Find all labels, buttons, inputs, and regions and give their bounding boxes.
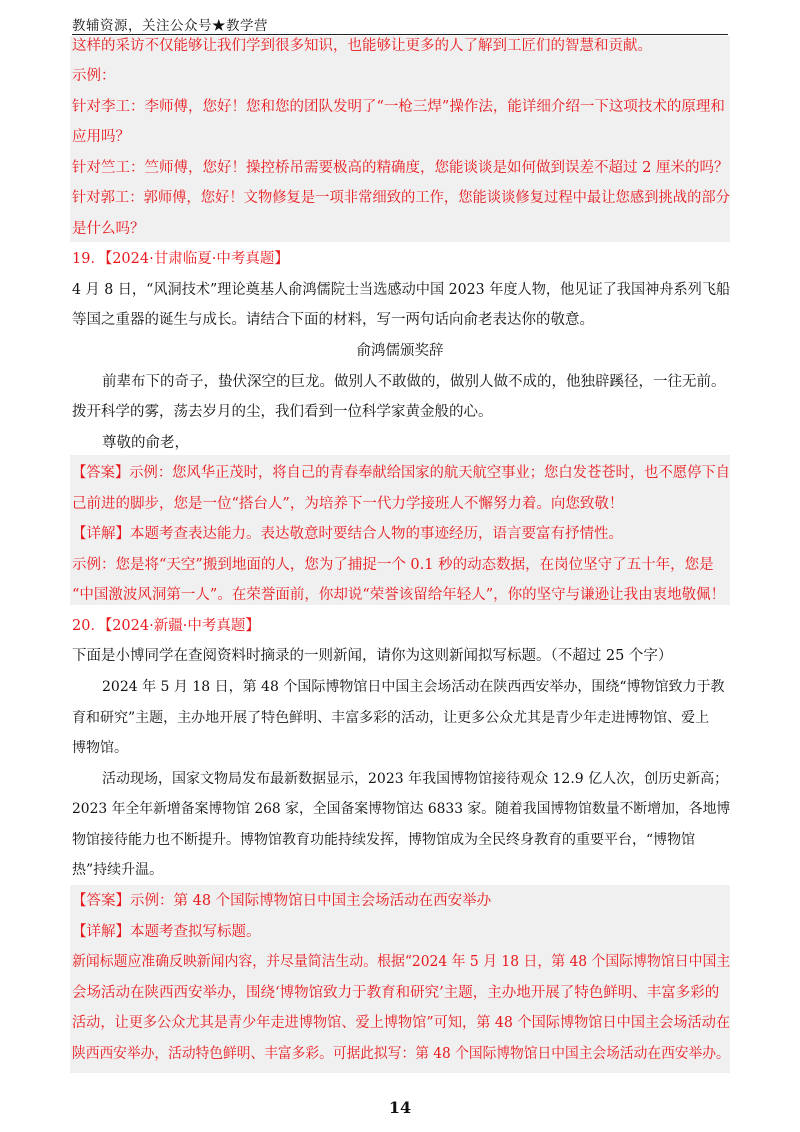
answer-line: “中国激波风洞第一人”。在荣誉面前，你却说“荣誉该留给年轻人”，你的坚守与谦逊让我由衷地敬佩！ bbox=[72, 587, 726, 603]
material-line: 尊敬的俞老， bbox=[102, 435, 189, 451]
page-number: 14 bbox=[388, 1098, 412, 1117]
answer-line: 陕西西安举办，活动特色鲜明、丰富多彩。可据此拟写：第 48 个国际博物馆日中国主会场活动在西安举办。 bbox=[72, 1046, 730, 1062]
material-line: 拨开科学的雾，荡去岁月的尘，我们看到一位科学家黄金般的心。 bbox=[72, 404, 493, 420]
answer-line: 【详解】本题考查拟写标题。 bbox=[72, 924, 261, 940]
page-header: 教辅资源，关注公众号★教学营 bbox=[72, 18, 268, 34]
question-20-heading: 20．【2024·新疆·中考真题】 bbox=[72, 618, 260, 634]
answer-line: 示例：您是将“天空”搬到地面的人，您为了捕捉一个 0.1 秒的动态数据，在岗位坚守了五十年，您是 bbox=[72, 557, 714, 573]
answer-line: 活动，让更多公众尤其是青少年走进博物馆、爱上博物馆”可知，第 48 个国际博物馆日中国主会场活动在 bbox=[72, 1015, 731, 1031]
news-line: 2024 年 5 月 18 日，第 48 个国际博物馆日中国主会场活动在陕西西安举办，围绕“博物馆致力于教 bbox=[102, 679, 725, 695]
answer-line: 【答案】示例：您风华正茂时，将自己的青春奉献给国家的航天航空事业；您白发苍苍时，也不愿停下自 bbox=[72, 465, 730, 481]
answer-line: 【答案】示例：第 48 个国际博物馆日中国主会场活动在西安举办 bbox=[72, 893, 492, 909]
question-19-stem: 等国之重器的诞生与成长。请结合下面的材料，写一两句话向俞老表达你的敬意。 bbox=[72, 312, 594, 328]
answer-line: 针对竺工：竺师傅，您好！操控桥吊需要极高的精确度，您能谈谈是如何做到误差不超过 2 厘米的吗？ bbox=[72, 160, 729, 176]
question-20-stem: 下面是小博同学在查阅资料时摘录的一则新闻，请你为这则新闻拟写标题。（不超过 25 个字） bbox=[72, 648, 673, 664]
answer-line: 这样的采访不仅能够让我们学到很多知识，也能够让更多的人了解到工匠们的智慧和贡献。 bbox=[72, 38, 652, 54]
answer-shade-20 bbox=[70, 885, 730, 1073]
answer-line: 应用吗？ bbox=[72, 129, 130, 145]
material-title: 俞鸿儒颁奖辞 bbox=[356, 343, 444, 359]
answer-line: 【详解】本题考查表达能力。表达敬意时要结合人物的事迹经历，语言要富有抒情性。 bbox=[72, 526, 623, 542]
news-line: 活动现场，国家文物局发布最新数据显示，2023 年我国博物馆接待观众 12.9 亿人次，创历史新高； bbox=[102, 771, 729, 787]
answer-line: 针对李工：李师傅，您好！您和您的团队发明了“一枪三焊”操作法，能详细介绍一下这项技术的原理和 bbox=[72, 99, 725, 115]
answer-line: 示例： bbox=[72, 68, 116, 84]
header-rule bbox=[72, 34, 728, 35]
news-line: 博物馆。 bbox=[72, 740, 128, 756]
news-line: 2023 年全年新增备案博物馆 268 家，全国备案博物馆达 6833 家。随着我国博物馆数量不断增加，各地博 bbox=[72, 801, 731, 817]
answer-line: 针对郭工：郭师傅，您好！文物修复是一项非常细致的工作，您能谈谈修复过程中最让您感到挑战的部分 bbox=[72, 190, 730, 206]
answer-line: 己前进的脚步，您是一位“搭台人”，为培养下一代力学接班人不懈努力着。向您致敬！ bbox=[72, 496, 624, 512]
news-line: 物馆接待能力也不断提升。博物馆教育功能持续发挥，博物馆成为全民终身教育的重要平台，“博物馆 bbox=[72, 832, 696, 848]
news-line: 热”持续升温。 bbox=[72, 862, 164, 878]
question-19-heading: 19．【2024·甘肃临夏·中考真题】 bbox=[72, 251, 289, 267]
question-19-stem: 4 月 8 日，“风洞技术”理论奠基人俞鸿儒院士当选感动中国 2023 年度人物，他见证了我国神舟系列飞船 bbox=[72, 282, 731, 298]
answer-shade-top bbox=[70, 36, 730, 242]
answer-line: 新闻标题应准确反映新闻内容，并尽量简洁生动。根据“2024 年 5 月 18 日，第 48 个国际博物馆日中国主 bbox=[72, 954, 731, 970]
answer-line: 会场活动在陕西西安举办，围绕‘博物馆致力于教育和研究’主题，主办地开展了特色鲜明、丰富多彩的 bbox=[72, 985, 720, 1001]
news-line: 育和研究”主题，主办地开展了特色鲜明、丰富多彩的活动，让更多公众尤其是青少年走进博物馆、爱上 bbox=[72, 710, 710, 726]
material-line: 前辈布下的奇子，蛰伏深空的巨龙。做别人不敢做的，做别人做不成的，他独辟蹊径，一往无前。 bbox=[102, 374, 726, 390]
answer-line: 是什么吗？ bbox=[72, 221, 145, 237]
